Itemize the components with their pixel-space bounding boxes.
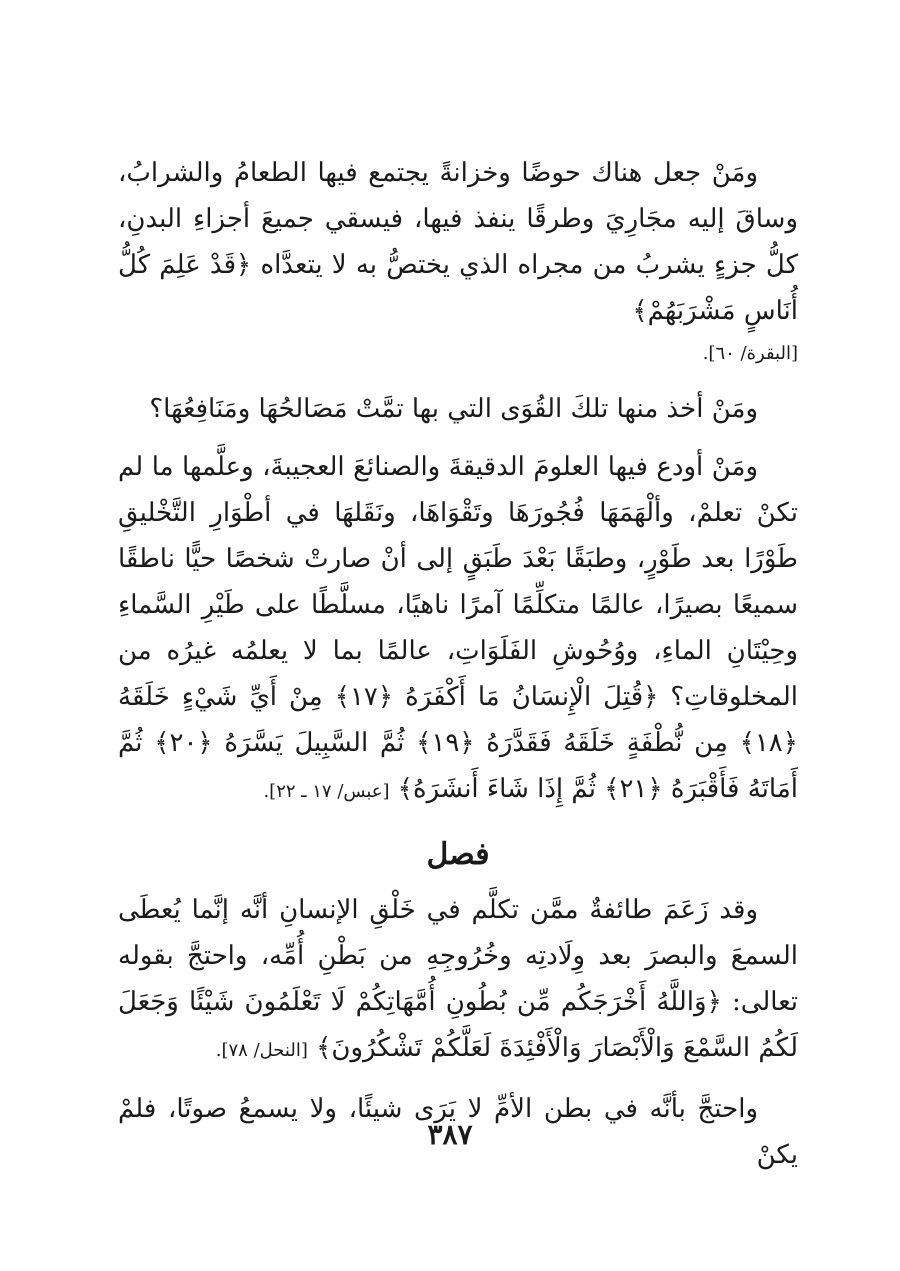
paragraph-1-text: ومَنْ جعل هناك حوضًا وخزانةً يجتمع فيها الطعامُ والشرابُ، وساقَ إليه مجَارِيَ وطرقًا ينفذ فيها، فيسقي جميعَ أجزاءِ البدنِ، كلُّ جزءٍ يشربُ من مجراه الذي يختصُّ به لا يتعدَّاه ﴿قَدْ عَلِمَ كُلُّ أُنَاسٍ مَشْرَبَهُمْ﴾	[118, 158, 798, 326]
citation-nahl: [النحل/ ٧٨].	[215, 1040, 308, 1061]
section-heading: فصل	[426, 837, 490, 872]
paragraph-3	[118, 444, 798, 815]
paragraph-5-text: واحتجَّ بأنَّه في بطن الأمِّ لا يَرَى شيئًا، ولا يسمعُ صوتًا، فلمْ يكنْ	[118, 1094, 798, 1170]
page-body	[118, 150, 798, 1178]
citation-baqarah-text: [البقرة/ ٦٠].	[702, 343, 798, 364]
paragraph-4-text: وقد زَعَمَ طائفةٌ ممَّن تكلَّم في خَلْقِ الإنسانِ أنَّه إنَّما يُعطَى السمعَ والبصرَ بعد وِلَادتِه وخُرُوجِهِ من بَطْنِ أُمِّه، واحتجَّ بقوله تعالى: ﴿وَاللَّهُ أَخْرَجَكُم مِّن بُطُونِ أُمَّهَاتِكُمْ لَا تَعْلَمُونَ شَيْئًا وَجَعَلَ لَكُمُ السَّمْعَ وَالْأَبْصَارَ وَالْأَفْئِدَةَ لَعَلَّكُمْ تَشْكُرُونَ﴾	[118, 895, 798, 1063]
paragraph-2	[118, 386, 798, 432]
paragraph-3-text: ومَنْ أودع فيها العلومَ الدقيقةَ والصنائعَ العجيبةَ، وعلَّمها ما لم تكنْ تعلمْ، وألْهَمَهَا فُجُورَهَا وتَقْوَاهَا، ونَقَلهَا في أطْوَارِ التَّخْليقِ طَوْرًا بعد طَوْرٍ، وطبَقًا بَعْدَ طَبَقٍ إلى أنْ صارتْ شخصًا حيًّا ناطقًا سميعًا بصيرًا، عالمًا متكلِّمًا آمرًا ناهيًا، مسلَّطًا على طَيْرِ السَّماءِ وحِيْتَانِ الماءِ، ووُحُوشِ الفَلَوَاتِ، عالمًا بما لا يعلمُه غيرُه من المخلوقاتِ؟ ﴿قُتِلَ الْإِنسَانُ مَا أَكْفَرَهُ ﴿١٧﴾ مِنْ أَيِّ شَيْءٍ خَلَقَهُ ﴿١٨﴾ مِن نُّطْفَةٍ خَلَقَهُ فَقَدَّرَهُ ﴿١٩﴾ ثُمَّ السَّبِيلَ يَسَّرَهُ ﴿٢٠﴾ ثُمَّ أَمَاتَهُ فَأَقْبَرَهُ ﴿٢١﴾ ثُمَّ إِذَا شَاءَ أَنشَرَهُ﴾	[118, 452, 799, 804]
citation-baqarah	[118, 334, 798, 374]
paragraph-2-text: ومَنْ أخذ منها تلكَ القُوَى التي بها تمَّتْ مَصَالحُهَا ومَنَافِعُهَا؟	[149, 394, 758, 424]
paragraph-4	[118, 887, 798, 1074]
page-number: ٣٨٧	[427, 1118, 473, 1151]
citation-abasa: [عبس/ ١٧ ـ ٢٢].	[263, 781, 390, 802]
paragraph-1	[118, 150, 798, 334]
